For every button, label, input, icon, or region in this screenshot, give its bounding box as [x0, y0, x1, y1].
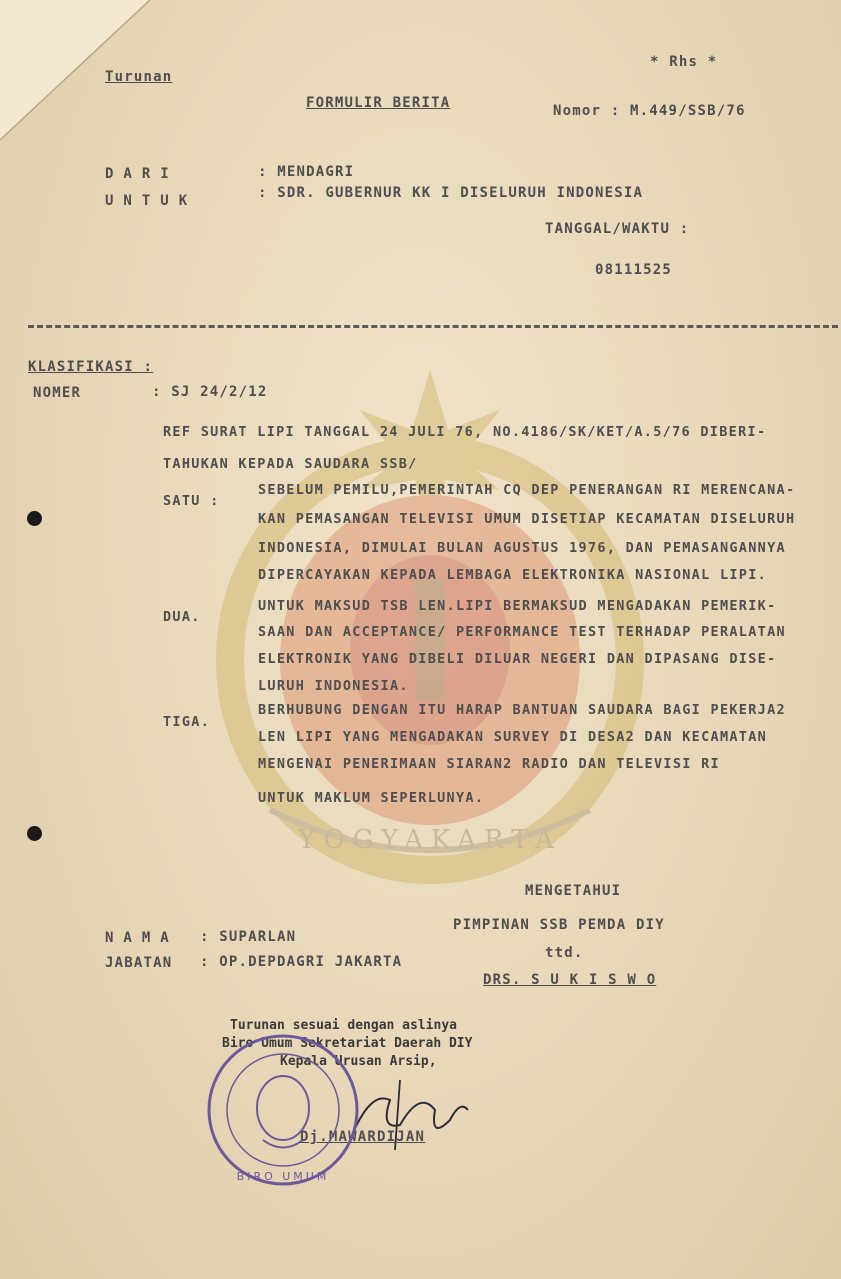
classification-mark: * Rhs *: [650, 54, 718, 70]
intro-line: TAHUKAN KEPADA SAUDARA SSB/: [163, 456, 418, 472]
point-line: INDONESIA, DIMULAI BULAN AGUSTUS 1976, DAN PEMASANGANNYA: [258, 540, 786, 556]
point-line: LURUH INDONESIA.: [258, 678, 409, 694]
point-label: DUA.: [163, 609, 201, 625]
signed-mark: ttd.: [545, 945, 584, 961]
copy-label: Turunan: [105, 69, 173, 85]
point-line: LEN LIPI YANG MENGADAKAN SURVEY DI DESA2 DAN KECAMATAN: [258, 729, 768, 745]
nomer-value: : SJ 24/2/12: [152, 384, 268, 400]
from-value: : MENDAGRI: [258, 164, 355, 180]
certification-line: Biro Umum Sekretariat Daerah DIY: [222, 1036, 473, 1051]
known-label: MENGETAHUI: [525, 883, 622, 899]
closing-line: UNTUK MAKLUM SEPERLUNYA.: [258, 790, 485, 806]
point-line: SAAN DAN ACCEPTANCE/ PERFORMANCE TEST TERHADAP PERALATAN: [258, 624, 786, 640]
signer-name: DRS. S U K I S W O: [483, 972, 657, 988]
classification-label: KLASIFIKASI :: [28, 359, 154, 375]
datetime-label: TANGGAL/WAKTU :: [545, 221, 690, 237]
datetime-value: 08111525: [595, 262, 673, 278]
point-line: MENGENAI PENERIMAAN SIARAN2 RADIO DAN TELEVISI RI: [258, 756, 720, 772]
name-label: NAMA: [105, 930, 179, 946]
punch-hole-icon: [27, 826, 42, 841]
punch-hole-icon: [27, 511, 42, 526]
official-name: Dj.MAWARDIJAN: [300, 1129, 426, 1145]
position-label: JABATAN: [105, 955, 173, 971]
separator-line: [28, 325, 838, 328]
number-value: M.449/SSB/76: [630, 103, 746, 119]
watermark-text: YOGYAKARTA: [298, 825, 562, 855]
from-label: DARI: [105, 166, 179, 182]
number-label: Nomor : M.449/SSB/76: [553, 103, 746, 119]
certification-line: Turunan sesuai dengan aslinya: [230, 1018, 457, 1033]
form-title: FORMULIR BERITA: [306, 95, 451, 111]
point-line: KAN PEMASANGAN TELEVISI UMUM DISETIAP KECAMATAN DISELURUH: [258, 511, 796, 527]
to-label: UNTUK: [105, 193, 198, 209]
certification-line: Kepala Urusan Arsip,: [280, 1054, 437, 1069]
position-value: : OP.DEPDAGRI JAKARTA: [200, 954, 403, 970]
biro-umum-stamp: [203, 1030, 363, 1190]
stamp-text: BIRO UMUM: [236, 1170, 330, 1183]
point-label: TIGA.: [163, 714, 211, 730]
point-line: BERHUBUNG DENGAN ITU HARAP BANTUAN SAUDARA BAGI PEKERJA2: [258, 702, 786, 718]
intro-line: REF SURAT LIPI TANGGAL 24 JULI 76, NO.4186/SK/KET/A.5/76 DIBERI-: [163, 424, 767, 440]
point-line: SEBELUM PEMILU,PEMERINTAH CQ DEP PENERANGAN RI MERENCANA-: [258, 482, 796, 498]
to-value: : SDR. GUBERNUR KK I DISELURUH INDONESIA: [258, 185, 644, 201]
point-line: UNTUK MAKSUD TSB LEN.LIPI BERMAKSUD MENGADAKAN PEMERIK-: [258, 598, 777, 614]
office-name: PIMPINAN SSB PEMDA DIY: [453, 917, 665, 933]
point-line: DIPERCAYAKAN KEPADA LEMBAGA ELEKTRONIKA NASIONAL LIPI.: [258, 567, 768, 583]
name-value: : SUPARLAN: [200, 929, 297, 945]
point-label: SATU :: [163, 493, 220, 509]
nomer-label: NOMER: [33, 385, 82, 401]
point-line: ELEKTRONIK YANG DIBELI DILUAR NEGERI DAN DIPASANG DISE-: [258, 651, 777, 667]
